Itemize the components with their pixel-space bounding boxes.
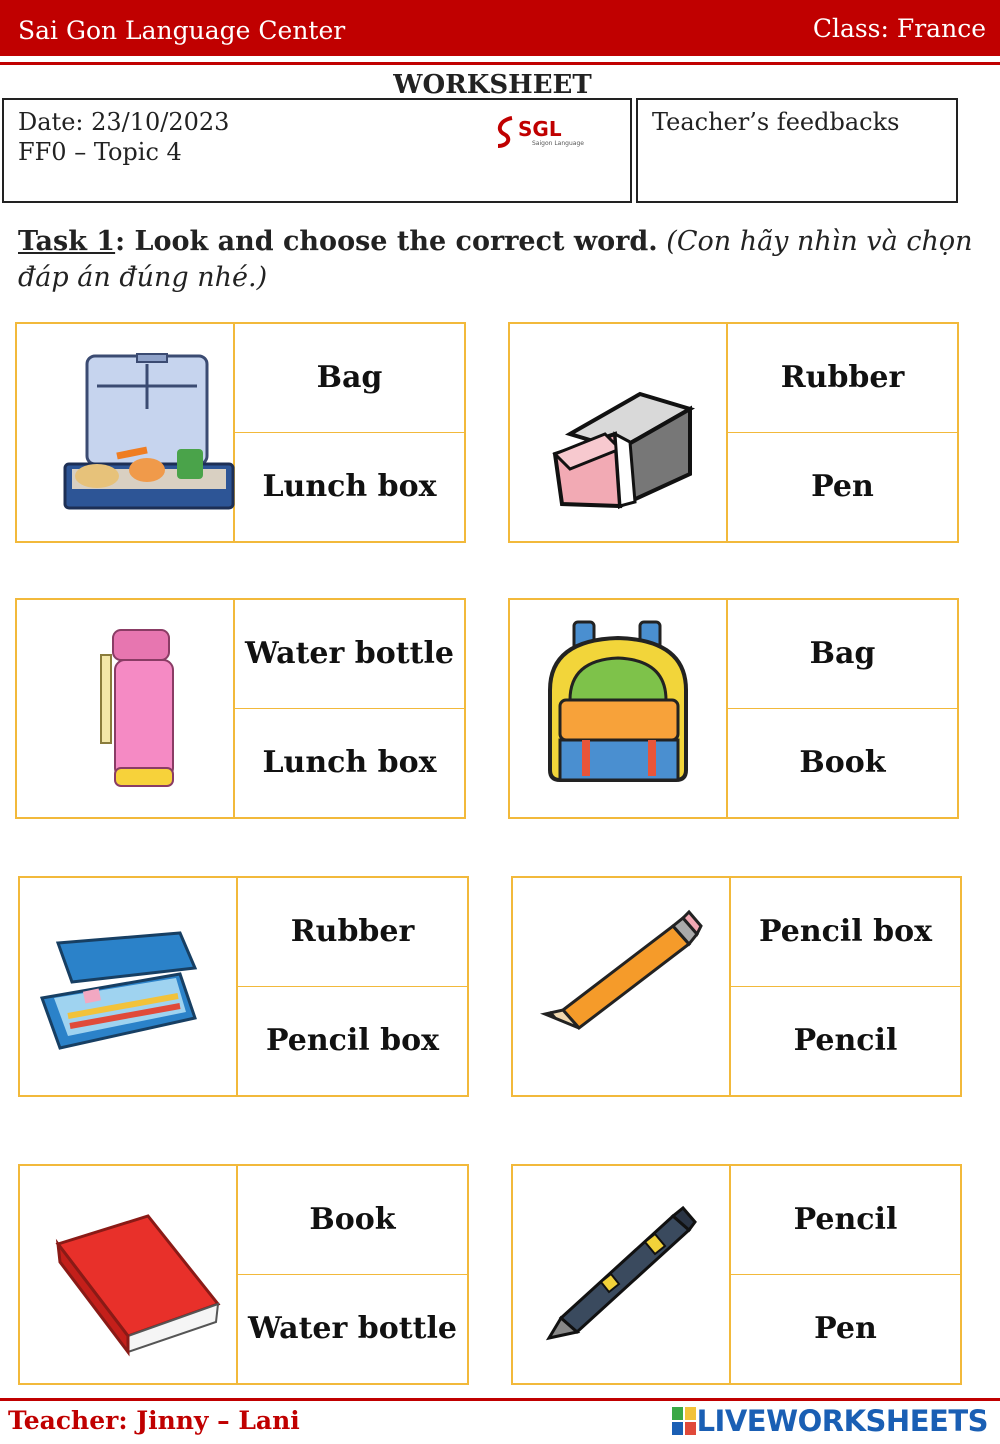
pencil-icon	[513, 878, 731, 1095]
option-2[interactable]: Lunch box	[262, 469, 437, 505]
question-card-6	[511, 876, 962, 1097]
question-card-8	[511, 1164, 962, 1385]
question-card-5	[18, 876, 469, 1097]
option-2[interactable]: Water bottle	[248, 1311, 457, 1347]
pencil-box-icon	[20, 878, 238, 1095]
date-label: Date: 23/10/2023	[18, 108, 230, 136]
question-card-4	[508, 598, 959, 819]
task-text: : Look and choose the correct word.	[115, 226, 658, 257]
option-1[interactable]: Pencil box	[731, 878, 960, 987]
lunch-box-icon	[17, 324, 235, 541]
water-bottle-icon	[17, 600, 235, 817]
rubber-icon	[510, 324, 728, 541]
liveworksheets-icon	[671, 1406, 697, 1436]
question-card-1	[15, 322, 466, 543]
water-bottle-drawing	[17, 600, 235, 817]
header-divider	[0, 62, 1000, 65]
question-card-7	[18, 1164, 469, 1385]
pencil-box-drawing	[20, 878, 238, 1095]
bag-drawing	[510, 600, 728, 817]
option-2[interactable]: Pen	[811, 469, 874, 505]
pen-icon	[513, 1166, 731, 1383]
option-1[interactable]: Rubber	[728, 324, 957, 433]
book-icon	[20, 1166, 238, 1383]
pencil-drawing	[513, 878, 731, 1095]
teacher-label: Teacher: Jinny – Lani	[8, 1406, 300, 1435]
pen-drawing	[513, 1166, 731, 1383]
rubber-drawing	[510, 324, 728, 541]
logo-text: SGL	[518, 117, 562, 141]
option-2[interactable]: Pencil box	[265, 1023, 440, 1059]
task-vietnamese: (Con hãy nhìn và chọn đáp án đúng nhé.)	[18, 226, 973, 293]
option-1[interactable]: Bag	[235, 324, 464, 433]
lunch-box-drawing	[17, 324, 235, 541]
liveworksheets-brand: LIVEWORKSHEETS	[696, 1404, 988, 1438]
question-card-2	[508, 322, 959, 543]
worksheet-title: WORKSHEET	[393, 70, 592, 100]
class-label: Class: France	[812, 14, 986, 43]
book-drawing	[20, 1166, 238, 1383]
feedback-label: Teacher’s feedbacks	[652, 108, 900, 136]
option-1[interactable]: Bag	[728, 600, 957, 709]
header-bar	[0, 0, 1000, 56]
topic-label: FF0 – Topic 4	[18, 138, 182, 166]
option-2[interactable]: Pen	[814, 1311, 877, 1347]
task-instruction	[18, 224, 978, 296]
liveworksheets-logo	[671, 1404, 988, 1438]
task-number: Task 1	[18, 226, 116, 257]
question-card-3	[15, 598, 466, 819]
option-1[interactable]: Pencil	[731, 1166, 960, 1275]
option-1[interactable]: Rubber	[238, 878, 467, 987]
sgl-logo	[492, 112, 592, 152]
option-1[interactable]: Book	[238, 1166, 467, 1275]
bag-icon	[510, 600, 728, 817]
teacher-feedback-box[interactable]	[636, 98, 958, 203]
option-2[interactable]: Lunch box	[262, 745, 437, 781]
option-2[interactable]: Book	[799, 745, 886, 781]
logo-subtext: Saigon Language	[532, 140, 584, 147]
center-name: Sai Gon Language Center	[18, 16, 346, 45]
option-1[interactable]: Water bottle	[235, 600, 464, 709]
option-2[interactable]: Pencil	[793, 1023, 898, 1059]
footer-divider	[0, 1398, 1000, 1401]
